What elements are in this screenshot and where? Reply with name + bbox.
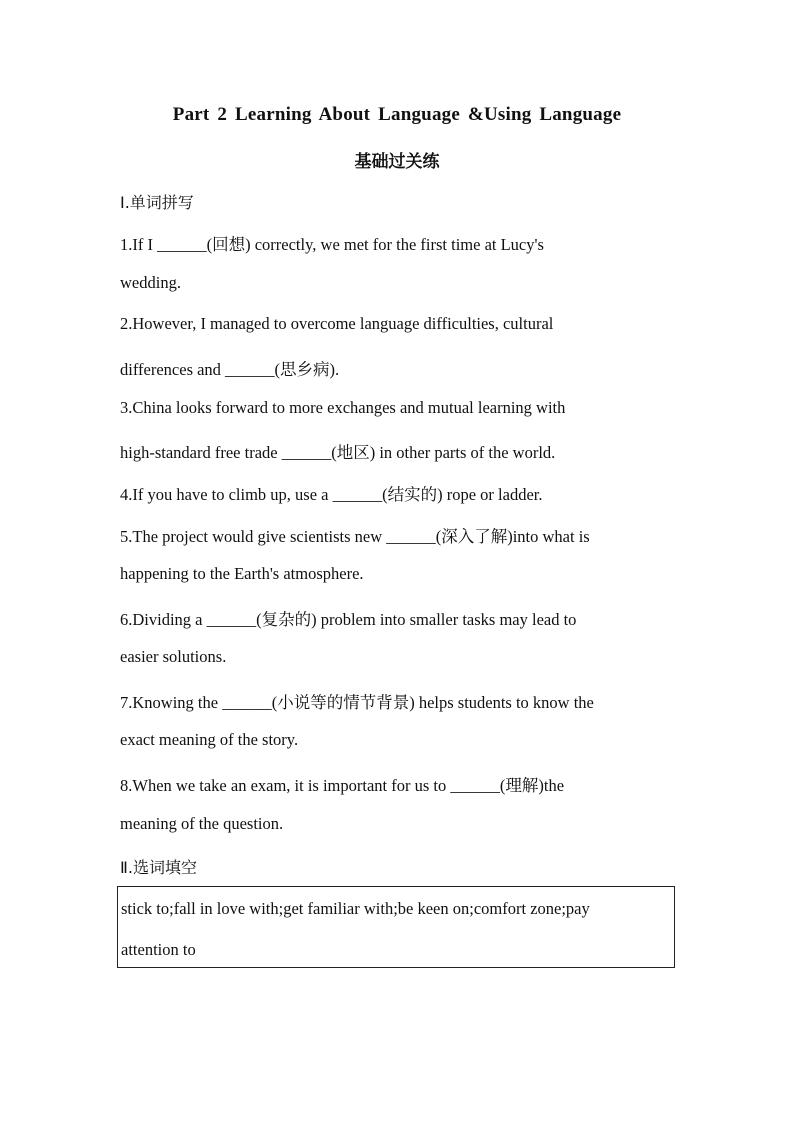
question-line: easier solutions. bbox=[120, 647, 227, 666]
question-line: wedding. bbox=[120, 273, 181, 292]
page-subtitle: 基础过关练 bbox=[354, 152, 440, 172]
question-line: 7.Knowing the ______(小说等的情节背景) helps students to know the bbox=[120, 693, 594, 712]
question-line: 5.The project would give scientists new ______(深入了解)into what is bbox=[120, 527, 590, 546]
question-line: high-standard free trade ______(地区) in other parts of the world. bbox=[120, 443, 556, 462]
section-heading-word-choice: Ⅱ.选词填空 bbox=[120, 858, 197, 877]
word-bank-line: attention to bbox=[121, 940, 196, 959]
question-line: 8.When we take an exam, it is important for us to ______(理解)the bbox=[120, 776, 565, 795]
word-bank-box bbox=[117, 886, 675, 968]
section-heading-spelling: Ⅰ.单词拼写 bbox=[120, 193, 194, 212]
page-title: Part 2 Learning About Language &Using Language bbox=[172, 104, 622, 125]
question-line: 3.China looks forward to more exchanges and mutual learning with bbox=[120, 398, 566, 417]
question-line: 6.Dividing a ______(复杂的) problem into smaller tasks may lead to bbox=[120, 610, 577, 629]
question-line: 4.If you have to climb up, use a ______(结实的) rope or ladder. bbox=[120, 485, 543, 504]
word-bank-line: stick to;fall in love with;get familiar with;be keen on;comfort zone;pay bbox=[121, 899, 590, 918]
question-line: exact meaning of the story. bbox=[120, 730, 299, 749]
question-line: meaning of the question. bbox=[120, 814, 284, 833]
question-line: differences and ______(思乡病). bbox=[120, 360, 340, 379]
question-line: 2.However, I managed to overcome language difficulties, cultural bbox=[120, 314, 554, 333]
question-line: happening to the Earth's atmosphere. bbox=[120, 564, 364, 583]
question-line: 1.If I ______(回想) correctly, we met for the first time at Lucy's bbox=[120, 235, 544, 254]
